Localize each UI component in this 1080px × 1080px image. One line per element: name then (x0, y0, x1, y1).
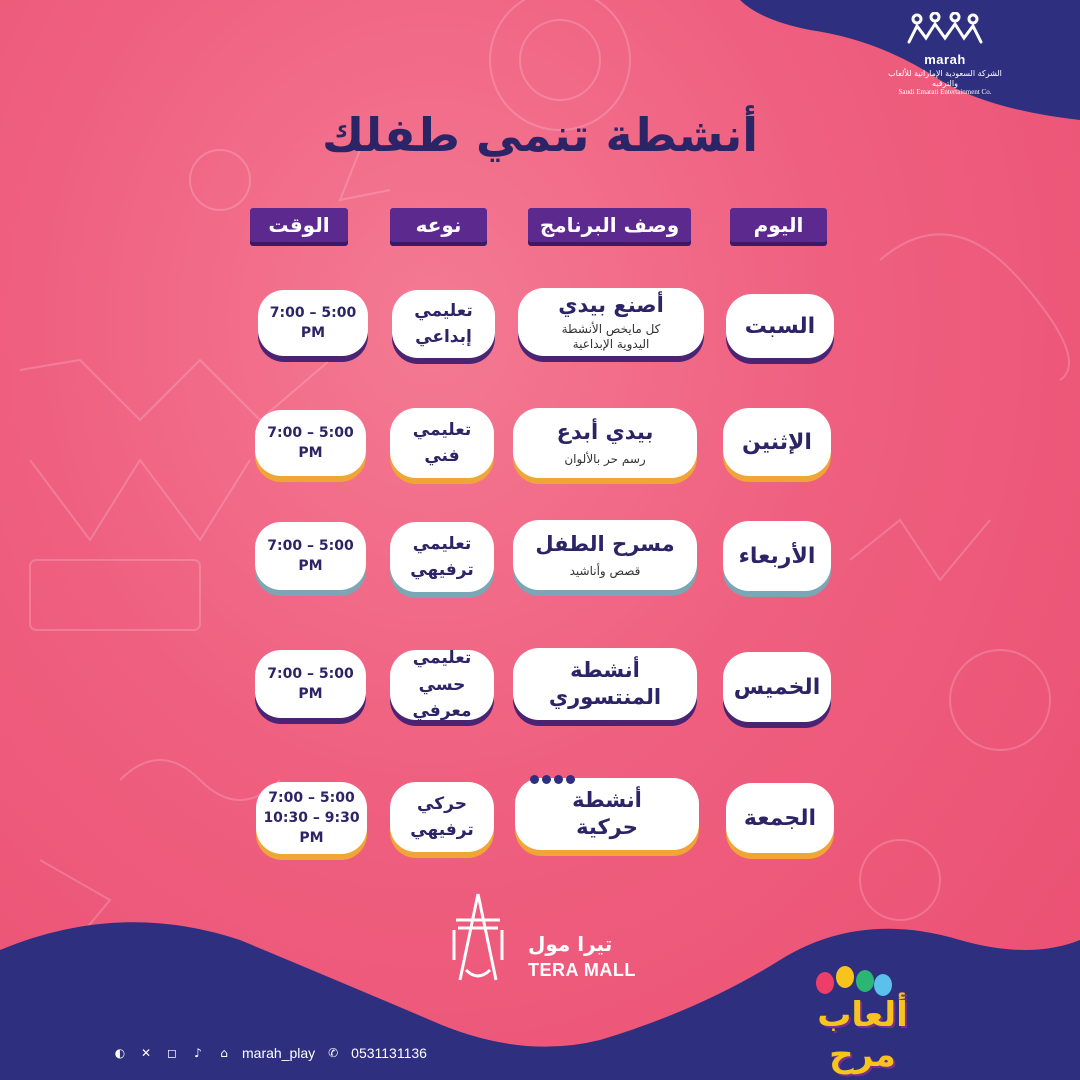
row-5-program (515, 778, 699, 850)
type-line-1: تعليمي (412, 533, 472, 554)
row-1-time (258, 290, 368, 356)
row-4-time (255, 650, 366, 718)
header-time: الوقت (250, 208, 348, 242)
header-type: نوعه (390, 208, 487, 242)
marah-games-logo (795, 965, 930, 1075)
program-description: كل مايخص الأنشطة اليدوية الإبداعية (561, 321, 661, 351)
marah-wordmark: marah (924, 52, 966, 67)
snapchat-icon[interactable]: ◐ (114, 1046, 126, 1060)
time-line-1: 7:00 – 5:00 (267, 424, 354, 441)
type-line-1: تعليمي (414, 300, 473, 321)
row-2-day (723, 408, 831, 476)
row-1-day (726, 294, 834, 358)
company-name-en: Saudi Emarati Entertainment Co. (898, 88, 992, 97)
twitter-icon[interactable]: ⌂ (220, 1046, 228, 1060)
row-2-program (513, 408, 697, 478)
time-line-2: PM (300, 325, 326, 341)
row-4-type (390, 650, 494, 720)
program-name: أنشطة المنتسوري (548, 657, 662, 709)
row-1-type (392, 290, 495, 358)
program-name: بيدي أبدع (556, 419, 654, 444)
time-line-1: 7:00 – 5:00 (267, 665, 354, 682)
mall-name-ar: تيرا مول (528, 932, 613, 956)
time-line-1: 7:00 – 5:00 (268, 789, 355, 806)
phone-number[interactable]: 0531131136 (351, 1045, 427, 1061)
time-line-2: 10:30 – 9:30 (263, 809, 360, 826)
page-title: أنشطة تنمي طفلك (321, 108, 759, 162)
instagram-icon[interactable]: ◻ (167, 1046, 177, 1060)
row-3-time (255, 522, 366, 590)
row-5-type (390, 782, 494, 852)
row-3-type (390, 522, 494, 592)
time-line-1: 7:00 – 5:00 (267, 537, 354, 554)
header-day: اليوم (730, 208, 827, 242)
program-name: أنشطة حركية (572, 787, 642, 839)
x-icon[interactable]: ✕ (140, 1046, 152, 1060)
row-1-program (518, 288, 704, 356)
program-name: مسرح الطفل (535, 531, 675, 556)
day-label: الإثنين (742, 429, 812, 455)
marah-logo (880, 12, 1010, 97)
row-4-day (723, 652, 831, 722)
row-2-type (390, 408, 494, 478)
row-5-time (256, 782, 367, 854)
row-4-program (513, 648, 697, 720)
type-line-2: ترفيهي (410, 560, 474, 580)
row-5-day (726, 783, 834, 853)
day-label: الأربعاء (738, 543, 816, 569)
program-description: رسم حر بالألوان (564, 452, 646, 467)
row-3-program (513, 520, 697, 590)
games-logo-text: ألعاب مرح (817, 995, 908, 1075)
row-3-day (723, 521, 831, 591)
time-line-2: PM (298, 558, 323, 574)
day-label: الجمعة (743, 805, 817, 831)
type-line-2: إبداعي (415, 327, 472, 347)
type-line-2: ترفيهي (410, 820, 474, 840)
day-label: الخميس (733, 674, 821, 700)
program-name: أصنع بيدي (558, 293, 664, 318)
header-program: وصف البرنامج (528, 208, 691, 242)
type-line-1: تعليمي (412, 419, 472, 440)
decorative-dots (530, 775, 575, 784)
time-line-3: PM (299, 830, 324, 847)
row-2-time (255, 410, 366, 476)
type-line-2: فني (424, 446, 460, 466)
footer-contact (112, 1040, 427, 1066)
mall-name-en: TERA MALL (528, 960, 636, 980)
tiktok-icon[interactable]: ♪ (194, 1046, 202, 1060)
social-handle[interactable]: marah_play (242, 1045, 316, 1061)
company-name-ar: الشركة السعودية الإماراتية للألعاب والترفيه (888, 69, 1002, 88)
time-line-2: PM (298, 686, 323, 702)
type-line-1: تعليمي (412, 648, 472, 669)
time-line-2: PM (298, 445, 323, 461)
type-line-2: حسي معرفي (412, 674, 472, 722)
time-line-1: 7:00 – 5:00 (269, 304, 357, 321)
marah-people-icon (905, 12, 985, 48)
tera-mall-logo (448, 890, 648, 990)
whatsapp-icon[interactable]: ✆ (328, 1046, 339, 1060)
program-description: قصص وأناشيد (569, 564, 641, 579)
tera-mall-tower-icon (448, 890, 508, 990)
day-label: السبت (744, 313, 816, 339)
type-line-1: حركي (417, 793, 467, 814)
